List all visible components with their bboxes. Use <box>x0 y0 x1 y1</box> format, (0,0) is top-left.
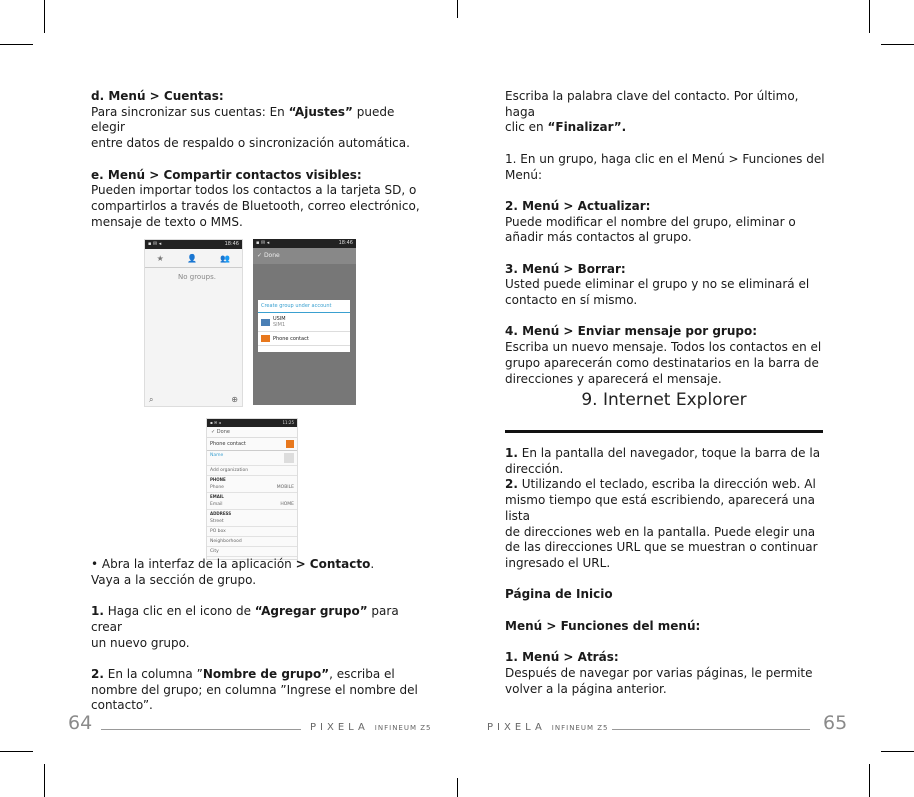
photo-icon <box>284 453 294 463</box>
crop-mark <box>44 0 45 33</box>
ie-step-2-line3: de direcciones web en la pantalla. Puede elegir una <box>505 524 816 539</box>
item-1-line2: Menú: <box>505 167 542 182</box>
name-field: Name <box>207 451 297 466</box>
atras-line1: Después de navegar por varias páginas, le permite <box>505 665 813 680</box>
check-icon: ✓ <box>257 252 264 259</box>
right-top-text <box>505 89 830 387</box>
item-4-line2: grupo aparecerán como destinatarios en la barra de <box>505 355 819 370</box>
step-1-line2: un nuevo grupo. <box>91 635 190 650</box>
section-phone: PHONE <box>210 477 226 482</box>
done-header: ✓ Done <box>253 248 356 264</box>
person-icon: 👤 <box>187 253 198 263</box>
contact-icon <box>261 335 270 342</box>
heading-actualizar: 2. Menú > Actualizar: <box>505 198 651 213</box>
intro-line1: Escriba la palabra clave del contacto. Por último, haga <box>505 89 799 119</box>
add-organization: Add organization <box>207 466 297 476</box>
step-2-line3: contacto”. <box>91 698 153 713</box>
item-2-line2: añadir más contactos al grupo. <box>505 230 692 245</box>
tab-bar <box>145 249 242 268</box>
dialog-title: Create group under account <box>258 300 350 313</box>
screenshot-account-dialog <box>253 239 356 405</box>
crop-mark <box>881 44 914 45</box>
heading-inicio: Página de Inicio <box>505 587 613 602</box>
page-number-right: 65 <box>823 712 848 734</box>
status-bar: ▪ ✉ ◂ 18:46 <box>253 239 356 248</box>
atras-line2: volver a la página anterior. <box>505 681 667 696</box>
status-bar: ▪ ✉ ◂ 11:25 <box>207 419 297 427</box>
item-2-line1: Puede modificar el nombre del grupo, eliminar o <box>505 214 796 229</box>
heading-funciones: Menú > Funciones del menú: <box>505 618 701 633</box>
item-3-line1: Usted puede eliminar el grupo y no se eliminará el <box>505 277 810 292</box>
compartir-text: Pueden importar todos los contactos a la tarjeta SD, o <box>91 183 417 198</box>
bottom-bar <box>145 395 242 406</box>
add-group-icon: ⊕ <box>231 395 238 404</box>
title-underline <box>505 430 823 433</box>
left-bottom-text <box>91 557 421 714</box>
neighborhood-field: Neighborhood <box>207 537 297 547</box>
item-4-line1: Escriba un nuevo mensaje. Todos los contactos en el <box>505 340 822 355</box>
left-top-text <box>91 89 421 230</box>
done-header: ✓ Done <box>207 427 297 438</box>
footer-rule-right <box>612 729 810 730</box>
crop-mark <box>44 764 45 797</box>
phone-field: Phone MOBILE <box>207 483 297 493</box>
screenshot-groups <box>144 239 243 407</box>
item-3-line2: contacto en sí mismo. <box>505 293 638 308</box>
heading-enviar: 4. Menú > Enviar mensaje por grupo: <box>505 324 757 339</box>
pobox-field: PO box <box>207 527 297 537</box>
account-dialog <box>258 300 350 352</box>
group-icon: 👥 <box>220 253 231 263</box>
page-number-left: 64 <box>68 712 93 734</box>
screenshot-contact-form <box>206 418 298 560</box>
brand-logo-right: PIXELA INFINEUM Z5 <box>487 722 609 733</box>
compartir-text-2: compartirlos a través de Bluetooth, correo electrónico, <box>91 198 420 213</box>
crop-mark <box>0 751 33 752</box>
contact-icon <box>286 440 294 448</box>
empty-state-text: No groups. <box>178 273 216 281</box>
heading-atras: 1. Menú > Atrás: <box>505 650 619 665</box>
email-field: Email HOME <box>207 500 297 510</box>
heading-borrar: 3. Menú > Borrar: <box>505 261 626 276</box>
ie-step-2: 2. Utilizando el teclado, escriba la dirección web. Al <box>505 477 816 492</box>
check-icon: ✓ <box>211 429 217 435</box>
cuentas-text-2: entre datos de respaldo o sincronización automática. <box>91 136 410 151</box>
crop-mark <box>881 751 914 752</box>
step-1: 1. Haga clic en el icono de “Agregar grupo” para crear <box>91 604 399 634</box>
city-field: City <box>207 547 297 557</box>
crop-mark <box>869 764 870 797</box>
search-icon: ⌕ <box>149 395 154 404</box>
ie-step-2-line5: ingresado el URL. <box>505 555 611 570</box>
item-4-line3: direcciones y aparecerá el mensaje. <box>505 371 722 386</box>
step-2-line2: nombre del grupo; en columna ”Ingrese el nombre del <box>91 682 418 697</box>
section-email: EMAIL <box>210 494 224 499</box>
section-address: ADDRESS <box>210 511 232 516</box>
heading-cuentas: d. Menú > Cuentas: <box>91 89 224 103</box>
step-2: 2. En la columna ”Nombre de grupo”, escriba el <box>91 666 395 681</box>
compartir-text-3: mensaje de texto o MMS. <box>91 214 243 229</box>
account-row: Phone contact <box>207 438 297 451</box>
status-bar: ▪ ✉ ◂ 18:46 <box>145 240 242 249</box>
usim-option: USIM SIM1 <box>258 313 350 332</box>
intro-line2: clic en “Finalizar”. <box>505 120 627 135</box>
ie-step-1-line2: dirección. <box>505 461 564 476</box>
bullet-contacto: • Abra la interfaz de la aplicación > Contacto. <box>91 557 375 571</box>
section-title: 9. Internet Explorer <box>581 390 747 410</box>
street-field: Street <box>207 517 297 527</box>
brand-logo-left: PIXELA INFINEUM Z5 <box>310 722 432 733</box>
item-1: 1. En un grupo, haga clic en el Menú > Funciones del <box>505 151 825 166</box>
star-icon: ★ <box>156 253 164 263</box>
sim-icon <box>261 319 270 326</box>
right-bottom-text <box>505 446 830 697</box>
crop-mark <box>457 0 458 18</box>
ie-step-1: 1. En la pantalla del navegador, toque la barra de la <box>505 446 821 460</box>
crop-mark <box>457 778 458 797</box>
phone-contact-option: Phone contact <box>258 332 350 346</box>
footer-rule-left <box>101 729 301 730</box>
crop-mark <box>869 0 870 33</box>
bullet-line2: Vaya a la sección de grupo. <box>91 572 257 587</box>
ie-step-2-line2: mismo tiempo que está escribiendo, aparecerá una lista <box>505 493 815 523</box>
heading-compartir: e. Menú > Compartir contactos visibles: <box>91 167 362 182</box>
crop-mark <box>0 44 33 45</box>
ie-step-2-line4: de las direcciones URL que se muestran o continuar <box>505 540 818 555</box>
cuentas-text: Para sincronizar sus cuentas: En “Ajustes” puede elegir <box>91 104 395 135</box>
